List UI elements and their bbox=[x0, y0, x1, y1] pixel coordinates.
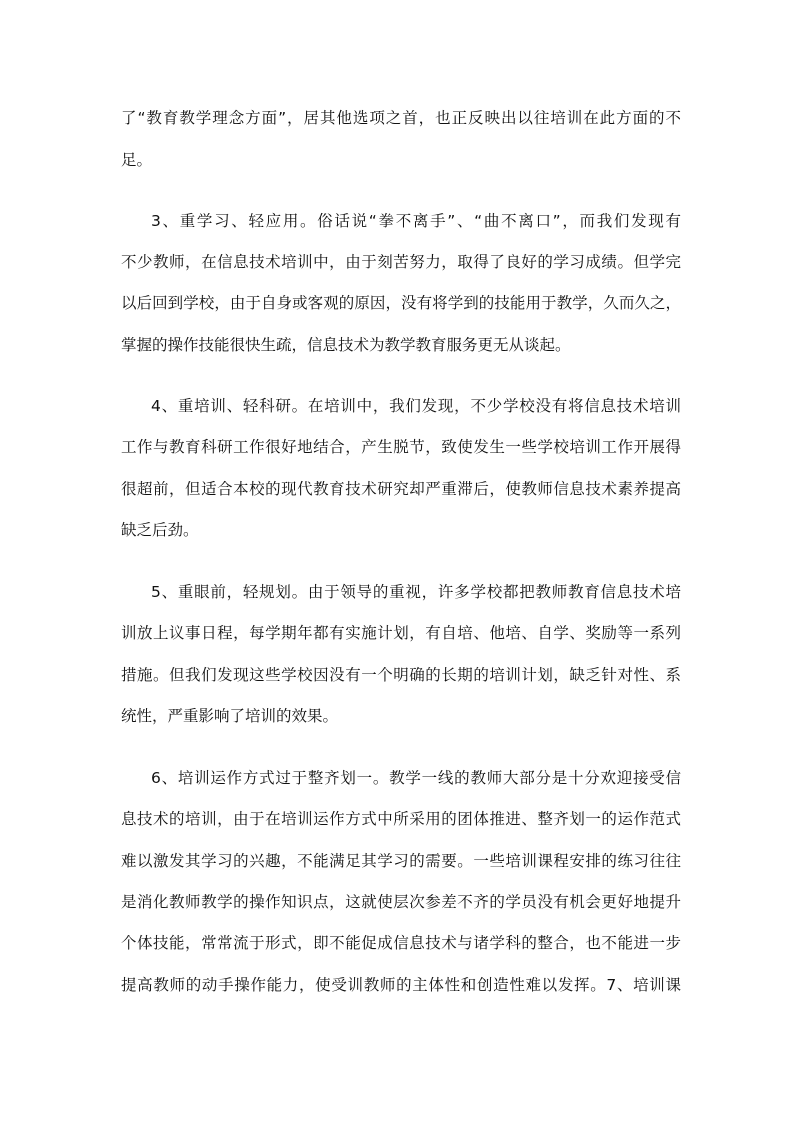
paragraph-line: 6、培训运作方式过于整齐划一。教学一线的教师大部分是十分欢迎接受信 bbox=[151, 769, 681, 787]
paragraph-line: 4、重培训、轻科研。在培训中，我们发现，不少学校没有将信息技术培训 bbox=[151, 397, 681, 415]
paragraph-line: 了“教育教学理念方面”，居其他选项之首，也正反映出以往培训在此方面的不 bbox=[121, 109, 681, 127]
paragraph-line: 以后回到学校，由于自身或客观的原因，没有将学到的技能用于教学，久而久之， bbox=[121, 294, 681, 312]
paragraph-line: 难以激发其学习的兴趣，不能满足其学习的需要。一些培训课程安排的练习往往 bbox=[121, 852, 681, 870]
paragraph-line: 统性，严重影响了培训的效果。 bbox=[121, 707, 339, 725]
paragraph-line: 不少教师，在信息技术培训中，由于刻苦努力，取得了良好的学习成绩。但学完 bbox=[121, 253, 681, 271]
paragraph-line: 训放上议事日程，每学期年都有实施计划，有自培、他培、自学、奖励等一系列 bbox=[121, 624, 681, 642]
paragraph-line: 个体技能，常常流于形式，即不能促成信息技术与诸学科的整合，也不能进一步 bbox=[121, 934, 681, 952]
paragraph-line: 5、重眼前，轻规划。由于领导的重视，许多学校都把教师教育信息技术培 bbox=[151, 583, 681, 601]
paragraph-line: 足。 bbox=[121, 151, 153, 169]
paragraph-line: 工作与教育科研工作很好地结合，产生脱节，致使发生一些学校培训工作开展得 bbox=[121, 438, 681, 456]
paragraph-line: 息技术的培训，由于在培训运作方式中所采用的团体推进、整齐划一的运作范式 bbox=[121, 810, 681, 828]
paragraph-line: 提高教师的动手操作能力，使受训教师的主体性和创造性难以发挥。7、培训课 bbox=[121, 976, 681, 994]
paragraph-line: 缺乏后劲。 bbox=[121, 521, 199, 539]
paragraph-line: 是消化教师教学的操作知识点，这就使层次参差不齐的学员没有机会更好地提升 bbox=[121, 893, 681, 911]
paragraph-line: 措施。但我们发现这些学校因没有一个明确的长期的培训计划，缺乏针对性、系 bbox=[121, 666, 681, 684]
paragraph-line: 掌握的操作技能很快生疏，信息技术为教学教育服务更无从谈起。 bbox=[121, 336, 571, 354]
paragraph-line: 3、重学习、轻应用。俗话说“拳不离手”、“曲不离口”，而我们发现有 bbox=[151, 212, 681, 230]
paragraph-line: 很超前，但适合本校的现代教育技术研究却严重滞后，使教师信息技术素养提高 bbox=[121, 480, 681, 498]
